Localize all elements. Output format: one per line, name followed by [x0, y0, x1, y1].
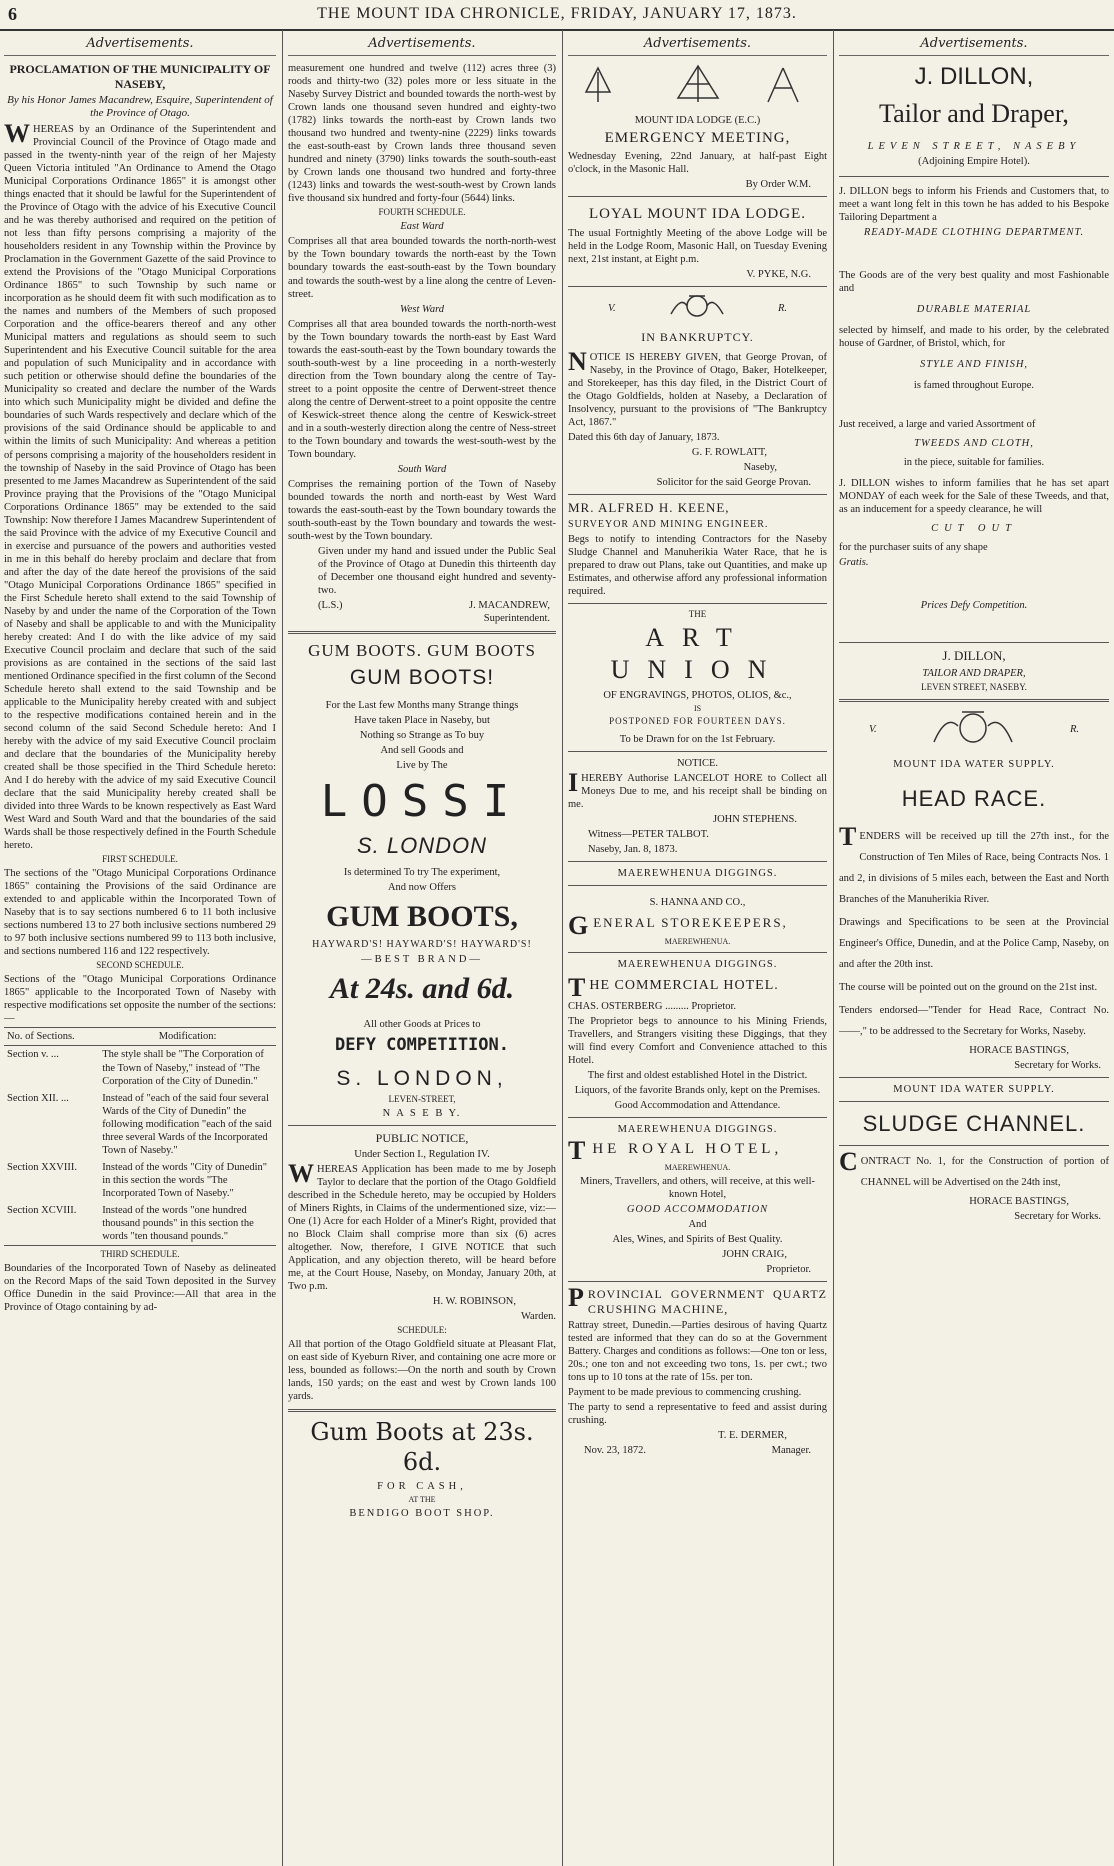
ad-verse: Have taken Place in Naseby, but — [354, 715, 490, 727]
hanna-name: S. HANNA AND CO., — [649, 896, 746, 908]
bankruptcy-notice: NOTICE IS HEREBY GIVEN, that George Provan, of Naseby, in the Province of Otago, Baker, Hotelkeeper, and Storekeeper, has this day filed, in the District Court of the Otago Goldfields, holden at Naseby, a Declaration of Insolvency, pursuant to the provisions of "The Bankruptcy Act, 1867." — [568, 347, 827, 429]
public-notice-ad — [288, 1131, 556, 1403]
solicitor-line: Solicitor for the said George Provan. — [656, 477, 811, 489]
dermer-title: Manager. — [771, 1444, 811, 1456]
for-cash: FOR CASH, — [377, 1480, 467, 1492]
vr-v: V. — [869, 724, 877, 736]
section-cell: Section v. ... — [7, 1049, 59, 1061]
ad-divider — [839, 1145, 1109, 1146]
warden-title: Warden. — [520, 1310, 556, 1322]
modification-cell: The style shall be "The Corporation of the Town of Naseby," instead of "The Corporation of the City of Dunedin." — [102, 1049, 264, 1087]
newspaper-title: THE MOUNT IDA CHRONICLE, FRIDAY, JANUARY 17, 1873. — [317, 5, 797, 22]
ad-divider — [568, 196, 827, 197]
general-storekeepers: GENERAL STOREKEEPERS, — [568, 910, 788, 940]
ad-divider — [568, 861, 827, 862]
tenders-text: TENDERS will be received up till the 27th inst., for the Construction of Ten Miles of Race, being Contracts Nos. 1 and 2, in divisions of 5 miles each, between the East and North Branches of the Manuherikia River. — [839, 822, 1109, 906]
royal-coat-of-arms-icon — [667, 292, 727, 324]
surveyor-heading: SURVEYOR AND MINING ENGINEER. — [568, 518, 769, 530]
ad-divider — [288, 1125, 556, 1126]
ward-heading: West Ward — [399, 303, 445, 315]
wishes-text: J. DILLON wishes to inform families that he has set apart MONDAY of each week for the Sale of these Tweeds, and that, as an inducement for a speedy clearance, he will — [839, 478, 1109, 516]
royal-text: Miners, Travellers, and others, will receive, at this well-known Hotel, — [579, 1175, 816, 1200]
craig-title: Proprietor. — [766, 1263, 811, 1275]
seal-mark: (L.S.) — [318, 599, 343, 611]
royal-accom: GOOD ACCOMMODATION — [626, 1203, 769, 1215]
masonic-emblem-icon — [568, 62, 827, 110]
royal-ales: Ales, Wines, and Spirits of Best Quality. — [612, 1233, 783, 1245]
emergency-text: Wednesday Evening, 22nd January, at half-past Eight o'clock, in the Masonic Hall. — [568, 150, 827, 175]
second-schedule-heading: SECOND SCHEDULE. — [96, 960, 184, 971]
dillon-name: J. DILLON, — [914, 63, 1034, 91]
ad-verse: Nothing so Strange as To buy — [359, 730, 485, 742]
purchaser-text: for the purchaser suits of any shape — [839, 542, 988, 554]
ad-divider — [568, 286, 827, 287]
modifications-table — [4, 1027, 276, 1245]
royal-hotel-heading: THE ROYAL HOTEL, — [568, 1136, 783, 1166]
column-divider — [282, 30, 283, 1866]
vr-r: R. — [777, 302, 787, 314]
endorsed-text: Tenders endorsed—"Tender for Head Race, Contract No. ——," to be addressed to the Secretary for Works, Naseby. — [839, 1005, 1109, 1038]
rowlatt-name: G. F. ROWLATT, — [691, 447, 767, 459]
royal-and: And — [688, 1218, 707, 1230]
lancelot-notice: IHEREBY Authorise LANCELOT HORE to Collect all Moneys Due to me, and his receipt shall be binding on me. — [568, 767, 827, 810]
ad-divider — [839, 699, 1109, 702]
ad-divider — [568, 952, 827, 953]
public-notice-body: WHEREAS Application has been made to me by Joseph Taylor to declare that the portion of the Otago Goldfield described in the Schedule hereto, may be occupied by Holders of Miners Rights, in Claims of the undermentioned size, viz:—One (1) Acre for each Holder of a Miner's Right, provided that no Block Claim shall comprise more than six (6) acres altogether. Now, therefore, I GIVE NOTICE that such Application, and any objection thereto, will be heard before me, at the Court House, Naseby, on Monday, January 20th, at Two p.m. — [288, 1158, 556, 1292]
water-supply-heading: MOUNT IDA WATER SUPPLY. — [893, 758, 1055, 770]
art-union-the: THE — [688, 609, 707, 620]
gum-boots-exclaim: GUM BOOTS! — [349, 665, 495, 689]
goods-text: The Goods are of the very best quality and most Fashionable and — [839, 270, 1109, 295]
lodge-name: MOUNT IDA LODGE (E.C.) — [634, 115, 761, 127]
notice-heading: NOTICE. — [676, 757, 719, 769]
head-race-heading: HEAD RACE. — [901, 785, 1047, 811]
maerewhenua-place: MAEREWHENUA. — [664, 1162, 731, 1172]
ad-divider — [568, 751, 827, 752]
art-union-draw: To be Drawn for on the 1st February. — [619, 733, 776, 745]
dermer-name: T. E. DERMER, — [718, 1429, 787, 1441]
loyal-lodge-text: The usual Fortnightly Meeting of the above Lodge will be held in the Lodge Room, Masonic Hall, on Tuesday Evening next, 21st instant, at Eight p.m. — [568, 228, 827, 266]
dillon-address: LEVEN STREET, NASEBY — [867, 141, 1081, 153]
dillon-text: J. DILLON begs to inform his Friends and Customers that, to meet a want long felt in this town he has added to his Bespoke Tailoring Department a — [839, 186, 1109, 224]
column-heading: Advertisements. — [568, 36, 827, 56]
ad-divider — [568, 1117, 827, 1118]
masthead-rule — [0, 29, 1114, 31]
course-text: The course will be pointed out on the ground on the 21st inst. — [839, 982, 1098, 994]
provincial-heading: PROVINCIAL GOVERNMENT QUARTZ CRUSHING MACHINE, — [568, 1282, 827, 1316]
ad-divider — [288, 1409, 556, 1412]
prices-defy: Prices Defy Competition. — [920, 600, 1028, 612]
dillon-address: LEVEN STREET, NASEBY. — [921, 681, 1027, 692]
royal-arms-row — [839, 708, 1109, 752]
signature-line — [288, 599, 556, 612]
column-4 — [839, 36, 1109, 1862]
bankruptcy-heading: IN BANKRUPTCY. — [641, 330, 754, 345]
ward-heading: East Ward — [400, 221, 444, 233]
contract-text: CONTRACT No. 1, for the Construction of portion of CHANNEL will be Advertised on the 24th inst, — [839, 1147, 1109, 1189]
lossi-display: LOSSI — [320, 776, 524, 828]
third-schedule-heading: THIRD SCHEDULE. — [100, 1248, 180, 1259]
style-finish: STYLE AND FINISH, — [919, 359, 1029, 371]
dillon-adjoining: (Adjoining Empire Hotel). — [918, 156, 1030, 168]
received-text: Just received, a large and varied Assortment of — [839, 419, 1036, 431]
dermer-footer — [568, 1444, 827, 1457]
ad-divider — [839, 642, 1109, 643]
stephens-name: JOHN STEPHENS. — [712, 813, 797, 825]
provincial-payment: Payment to be made previous to commencing crushing. — [568, 1386, 802, 1398]
pyke-signature: V. PYKE, N.G. — [746, 269, 811, 281]
table-row — [4, 1090, 276, 1159]
ad-verse: And sell Goods and — [380, 745, 464, 757]
vr-r: R. — [1069, 724, 1079, 736]
durable-material: DURABLE MATERIAL — [916, 304, 1032, 316]
warden-name: H. W. ROBINSON, — [432, 1295, 516, 1307]
osterberg-line: CHAS. OSTERBERG ......... Proprietor. — [568, 1001, 737, 1013]
schedule-text: All that portion of the Otago Goldfield situate at Pleasant Flat, on east side of Kyeburn River, and containing one acre more or less, bounded as follows:—On the north and south by Crown lands, 150 yards; on the east and west by Crown lands 100 yards. — [288, 1339, 556, 1403]
ad-divider — [568, 1281, 827, 1282]
public-notice-heading: PUBLIC NOTICE, — [375, 1130, 469, 1145]
ward-text: Comprises all that area bounded towards the north-north-west by the Town boundary towards the north-east by the Town boundary towards the east-south-east by the Town boundary and towards the south-west by a line along the centre of Leven-street. — [288, 236, 556, 300]
ad-town: N A S E B Y. — [382, 1107, 462, 1119]
maerewhenua-heading: MAEREWHENUA DIGGINGS. — [617, 1124, 778, 1136]
commercial-hotel-heading: THE COMMERCIAL HOTEL. — [568, 972, 779, 1002]
loyal-lodge-heading: LOYAL MOUNT IDA LODGE. — [589, 205, 806, 222]
selected-text: selected by himself, and made to his order, by the celebrated house of Gardner, of Bristol, which, for — [839, 325, 1109, 350]
table-row — [4, 1202, 276, 1246]
second-schedule-text: Sections of the "Otago Municipal Corporations Ordinance 1865" applicable to the Incorporated Town of Naseby with respective modifications set opposite the number of the sections:— — [4, 974, 276, 1025]
signer-name: J. MACANDREW, — [469, 599, 550, 611]
defy-competition: DEFY COMPETITION. — [335, 1034, 509, 1055]
table-row — [4, 1159, 276, 1202]
modification-cell: Instead of the words "City of Dunedin" in this section the words "The Incorporated Town of Naseby." — [102, 1161, 268, 1199]
page-number: 6 — [8, 4, 17, 24]
commercial-text: The Proprietor begs to announce to his Mining Friends, Travellers, and Strangers visiting these Diggings, that they will find every Comfort and Convenience attached to this Hotel. — [568, 1016, 827, 1067]
dermer-date: Nov. 23, 1872. — [584, 1444, 647, 1456]
ward-heading: South Ward — [397, 463, 447, 475]
table-header: No. of Sections. — [7, 1031, 75, 1043]
maerewhenua-heading: MAEREWHENUA DIGGINGS. — [617, 958, 778, 970]
ad-line: And now Offers — [387, 881, 457, 893]
craig-name: JOHN CRAIG, — [722, 1248, 787, 1260]
dillon-name: J. DILLON, — [942, 648, 1006, 664]
fourth-schedule-heading: FOURTH SCHEDULE. — [378, 207, 466, 218]
signer-title: Superintendent. — [483, 612, 550, 624]
s-london-name: S. LONDON — [356, 833, 488, 859]
in-piece: in the piece, suitable for families. — [903, 457, 1045, 469]
commercial-oldest: The first and oldest established Hotel in the District. — [587, 1070, 808, 1082]
ad-divider — [839, 1101, 1109, 1102]
sludge-channel-heading: SLUDGE CHANNEL. — [862, 1111, 1086, 1137]
tailor-draper: TAILOR AND DRAPER, — [922, 667, 1026, 679]
gum-boots-price: Gum Boots at 23s. 6d. — [310, 1418, 534, 1476]
art-union-heading: ART UNION — [610, 623, 785, 685]
ad-line: All other Goods at Prices to — [363, 1018, 481, 1030]
ward-text: Comprises all that area bounded towards the north-north-west by the Town boundary towards the north-east by East Ward towards the east-south-east by the Town boundary towards the south-south-west by a line proceeding in a north-westerly direction from the Town boundary along the centre of Tay-street to a point opposite the centre of Derwent-street thence along the centre of Derwent-street to a point opposite the centre of Keswick-street thence along the centre of Keswick-street and in a south-westerly direction along the centre of Ness-street to the Town boundary and towards the west-south-west by the Town boundary. — [288, 318, 556, 460]
famed-text: is famed throughout Europe. — [913, 380, 1035, 392]
art-union-is: IS — [693, 703, 702, 713]
given-under-seal: Given under my hand and issued under the Public Seal of the Province of Otago at Dunedin this thirteenth day of December one thousand eight hundred and seventy-two. — [318, 545, 556, 596]
naseby-date: Naseby, Jan. 8, 1873. — [588, 843, 678, 855]
provincial-text: Rattray street, Dunedin.—Parties desirous of having Quartz tested are informed that they can do so at the Government Battery. Charges and conditions as follows:—One ton or less, 20s.; one ton and not exceeding two tons, 1s. per cwt.; two tons up to 10 tons at the rate of 15s. per ton. — [568, 1319, 827, 1383]
cut-out: CUT OUT — [931, 523, 1017, 535]
table-header: Modification: — [158, 1031, 217, 1043]
masthead — [0, 0, 1114, 28]
column-divider — [833, 30, 834, 1866]
art-union-postponed: POSTPONED FOR FOURTEEN DAYS. — [609, 715, 786, 726]
price-display: At 24s. and 6d. — [329, 972, 515, 1006]
by-order: By Order W.M. — [745, 178, 811, 190]
maerewhenua-heading: MAEREWHENUA DIGGINGS. — [617, 867, 778, 879]
ad-address: LEVEN-STREET, — [388, 1093, 456, 1104]
bendigo-boot-shop: BENDIGO BOOT SHOP. — [349, 1507, 495, 1519]
royal-coat-of-arms-icon — [928, 708, 1018, 752]
column-3 — [568, 36, 827, 1862]
haywards: HAYWARD'S! HAYWARD'S! HAYWARD'S! — [312, 938, 532, 950]
schedule-continuation: measurement one hundred and twelve (112) acres three (3) roods and thirty-two (32) poles more or less situate in the Naseby Survey District and bounded towards the north-west by Crown lands one thousand seven hundred and eighty-two (1782) links towards the north-east by Crown lands two thousand two hundred and twenty-nine (2229) links towards the east-south-east by Crown lands three thousand seven hundred and ninety (3790) links towards the south-south-east by Crown lands one thousand two hundred and forty-three (1243) links and towards the west-south-west by Crown lands five thousand six hundred and forty-four (5644) links. — [288, 63, 556, 205]
section-cell: Section XCVIII. — [7, 1204, 77, 1216]
witness-line: Witness—PETER TALBOT. — [588, 828, 709, 840]
column-divider — [562, 30, 563, 1866]
ad-divider — [288, 631, 556, 634]
column-heading: Advertisements. — [839, 36, 1109, 56]
column-heading: Advertisements. — [4, 36, 276, 56]
ad-line: Is determined To try The experiment, — [343, 866, 501, 878]
table-row — [4, 1046, 276, 1090]
proclamation-title: PROCLAMATION OF THE MUNICIPALITY OF NASEBY, — [9, 62, 271, 91]
tweeds-cloth: TWEEDS AND CLOTH, — [914, 438, 1034, 450]
tailor-heading: Tailor and Draper, — [879, 98, 1069, 128]
column-2 — [288, 36, 556, 1862]
ad-divider — [839, 176, 1109, 177]
at-the: AT THE — [408, 1494, 436, 1504]
ad-divider — [568, 885, 827, 886]
gum-boots-ad — [288, 640, 556, 1120]
modification-cell: Instead of "each of the said four several Wards of the City of Dunedin" the following modification "each of the said three several Wards of the Incorporated Town of Naseby." — [102, 1092, 272, 1156]
first-schedule-heading: FIRST SCHEDULE. — [102, 853, 178, 864]
modification-cell: Instead of the words "one hundred thousand pounds" in this section the words "ten thousand pounds." — [102, 1204, 254, 1242]
bankruptcy-date: Dated this 6th day of January, 1873. — [568, 432, 720, 444]
ward-text: Comprises the remaining portion of the Town of Naseby bounded towards the north and north-east by West Ward towards the east-south-east by the Town boundary towards the south-south-east by the Town boundary and towards the west-south-west by the Town boundary. — [288, 478, 556, 542]
gum-boots-big: GUM BOOTS, — [326, 899, 518, 933]
best-brand: —BEST BRAND— — [361, 954, 483, 966]
proclamation-byline: By his Honor James Macandrew, Esquire, Superintendent of the Province of Otago. — [7, 93, 273, 120]
bastings-title: Secretary for Works. — [1014, 1211, 1101, 1223]
provincial-party: The party to send a representative to feed and assist during crushing. — [568, 1401, 827, 1426]
section-cell: Section XXVIII. — [7, 1161, 77, 1173]
ad-divider — [568, 494, 827, 495]
ad-verse: Live by The — [396, 760, 448, 772]
royal-arms-row — [568, 292, 827, 324]
bastings-name: HORACE BASTINGS, — [969, 1196, 1069, 1208]
section-cell: Section XII. ... — [7, 1092, 69, 1104]
ad-verse: For the Last few Months many Strange things — [325, 700, 519, 712]
keene-heading: MR. ALFRED H. KEENE, — [568, 500, 730, 516]
public-notice-subheading: Under Section I., Regulation IV. — [354, 1148, 490, 1160]
bastings-title: Secretary for Works. — [1014, 1060, 1101, 1072]
art-union-sub: OF ENGRAVINGS, PHOTOS, OLIOS, &c., — [603, 689, 792, 701]
ad-divider — [568, 603, 827, 604]
rowlatt-place: Naseby, — [743, 462, 777, 474]
gratis: Gratis. — [839, 557, 869, 569]
emergency-heading: EMERGENCY MEETING, — [604, 130, 791, 147]
schedule-heading: SCHEDULE: — [397, 1324, 447, 1335]
head-race-body — [839, 822, 1109, 1042]
bastings-name: HORACE BASTINGS, — [969, 1045, 1069, 1057]
column-heading: Advertisements. — [288, 36, 556, 56]
third-schedule-text: Boundaries of the Incorporated Town of Naseby as delineated on the Record Maps of the said Town deposited in the Survey Office Dunedin in the said Province:—All that area in the Province of Otago containing by ad- — [4, 1262, 276, 1313]
drawings-text: Drawings and Specifications to be seen at the Provincial Engineer's Office, Dunedin, and at the Police Camp, Naseby, on and after the 20th inst. — [839, 917, 1109, 971]
proclamation-body: WHEREAS by an Ordinance of the Superintendent and Provincial Council of the Province of Otago made and passed in the twenty-ninth year of the reign of her Majesty Queen Victoria intituled "An Ordinance to Amend the Otago Municipal Corporations Ordinance 1865" it is amongst other things enacted that it should be lawful for the Superintendent of the Province of Otago with the advice of his Executive Council and he was thereby authorised and required on the petition of not less than fifty persons comprising a majority of the householders resident in any Township within the Province by Proclamation in the Government Gazette of the said Province to extend the Provisions of the "Otago Municipal Corporations Ordinance 1865" to such Township by such name or incorporation as he should deem fit with such modification as to the names and numbers of the Members of such proposed Corporation and the office-bearers thereof and any other Municipal matters and regulations as should seem to such Superintendent and his Executive Council suitable for the area and population of such Municipality and in accordance with such petition or otherwise should define the boundaries of the Municipality so created and declare the number of the Wards into which such Municipality might be divided and define the boundaries of such Wards respectively and declare which of the provisions of the said Ordinance should be applicable to and within the limits of such Municipality: And whereas a petition of persons comprising a majority of the householders resident in the township of Naseby in the said Province of Otago has been presented to me James Macandrew as Superintendent of the said Province praying that the Provisions of the "Otago Municipal Corporations Ordinance 1865" may be extended to the said Township: Now therefore I James Macandrew Superintendent of the said Province with the advice of my Executive Council and in exercise and pursuance of the powers and authorities vested in me in this behalf do hereby proclaim and declare that from and after the day of the date hereof the provisions of the said "Otago Municipal Corporations Ordinance 1865" specified in the First Schedule hereto shall extend to the said Township of Naseby by and under the name of the Corporation of the Town of Naseby and shall be applicable to and with the Municipality hereby created: And I do with the like advice of my said Executive Council proclaim and declare that such of the said provisions as are contained in the sections of the said last mentioned Ordinance specified in the first column of the Second Schedule hereto shall extend to the said Township and be applicable to the Municipality hereby created with and subject to the respective modifications contained herein and in the second column of the said Second Schedule hereto: And I hereby with the advice of my said Executive Council proclaim and declare that the boundaries of the Municipality hereby created shall be those specified in the Third Schedule hereto: And I do hereby with the advice of my said Executive Council declare that the said Municipality hereby created shall be divided into three Wards to be known respectively as East Ward West Ward and South Ward and that the boundaries of the said Wards shall be those respectively defined in the Fourth Schedule hereto. — [4, 119, 276, 851]
ready-made: READY-MADE CLOTHING DEPARTMENT. — [863, 227, 1085, 239]
vr-v: V. — [608, 302, 616, 314]
ad-divider — [839, 1077, 1109, 1078]
commercial-accom: Good Accommodation and Attendance. — [614, 1100, 781, 1112]
water-supply-heading: MOUNT IDA WATER SUPPLY. — [893, 1084, 1055, 1096]
commercial-liquors: Liquors, of the favorite Brands only, kept on the Premises. — [574, 1085, 821, 1097]
gum-boots-header: GUM BOOTS. GUM BOOTS — [308, 640, 536, 660]
s-london-name: S. LONDON, — [336, 1066, 508, 1090]
maerewhenua-place: MAEREWHENUA. — [664, 936, 731, 946]
column-1 — [4, 36, 276, 1862]
first-schedule-text: The sections of the "Otago Municipal Corporations Ordinance 1865" containing the Provisions of the said Ordinance are extended to and applicable within the Incorporated Town of Naseby that is to say sections numbered 6 to 11 both inclusive sections numbered 13 to 27 both inclusive sections numbered 29 to 97 both inclusive sections numbered 99 to 113 both inclusive, and sections numbered 116 and 122 respectively. — [4, 868, 276, 958]
keene-text: Begs to notify to intending Contractors for the Naseby Sludge Channel and Manuherikia Water Race, that he is prepared to draw out Plans, take out Quantities, and make up Estimates, and otherwise afford any professional information required. — [568, 533, 827, 598]
